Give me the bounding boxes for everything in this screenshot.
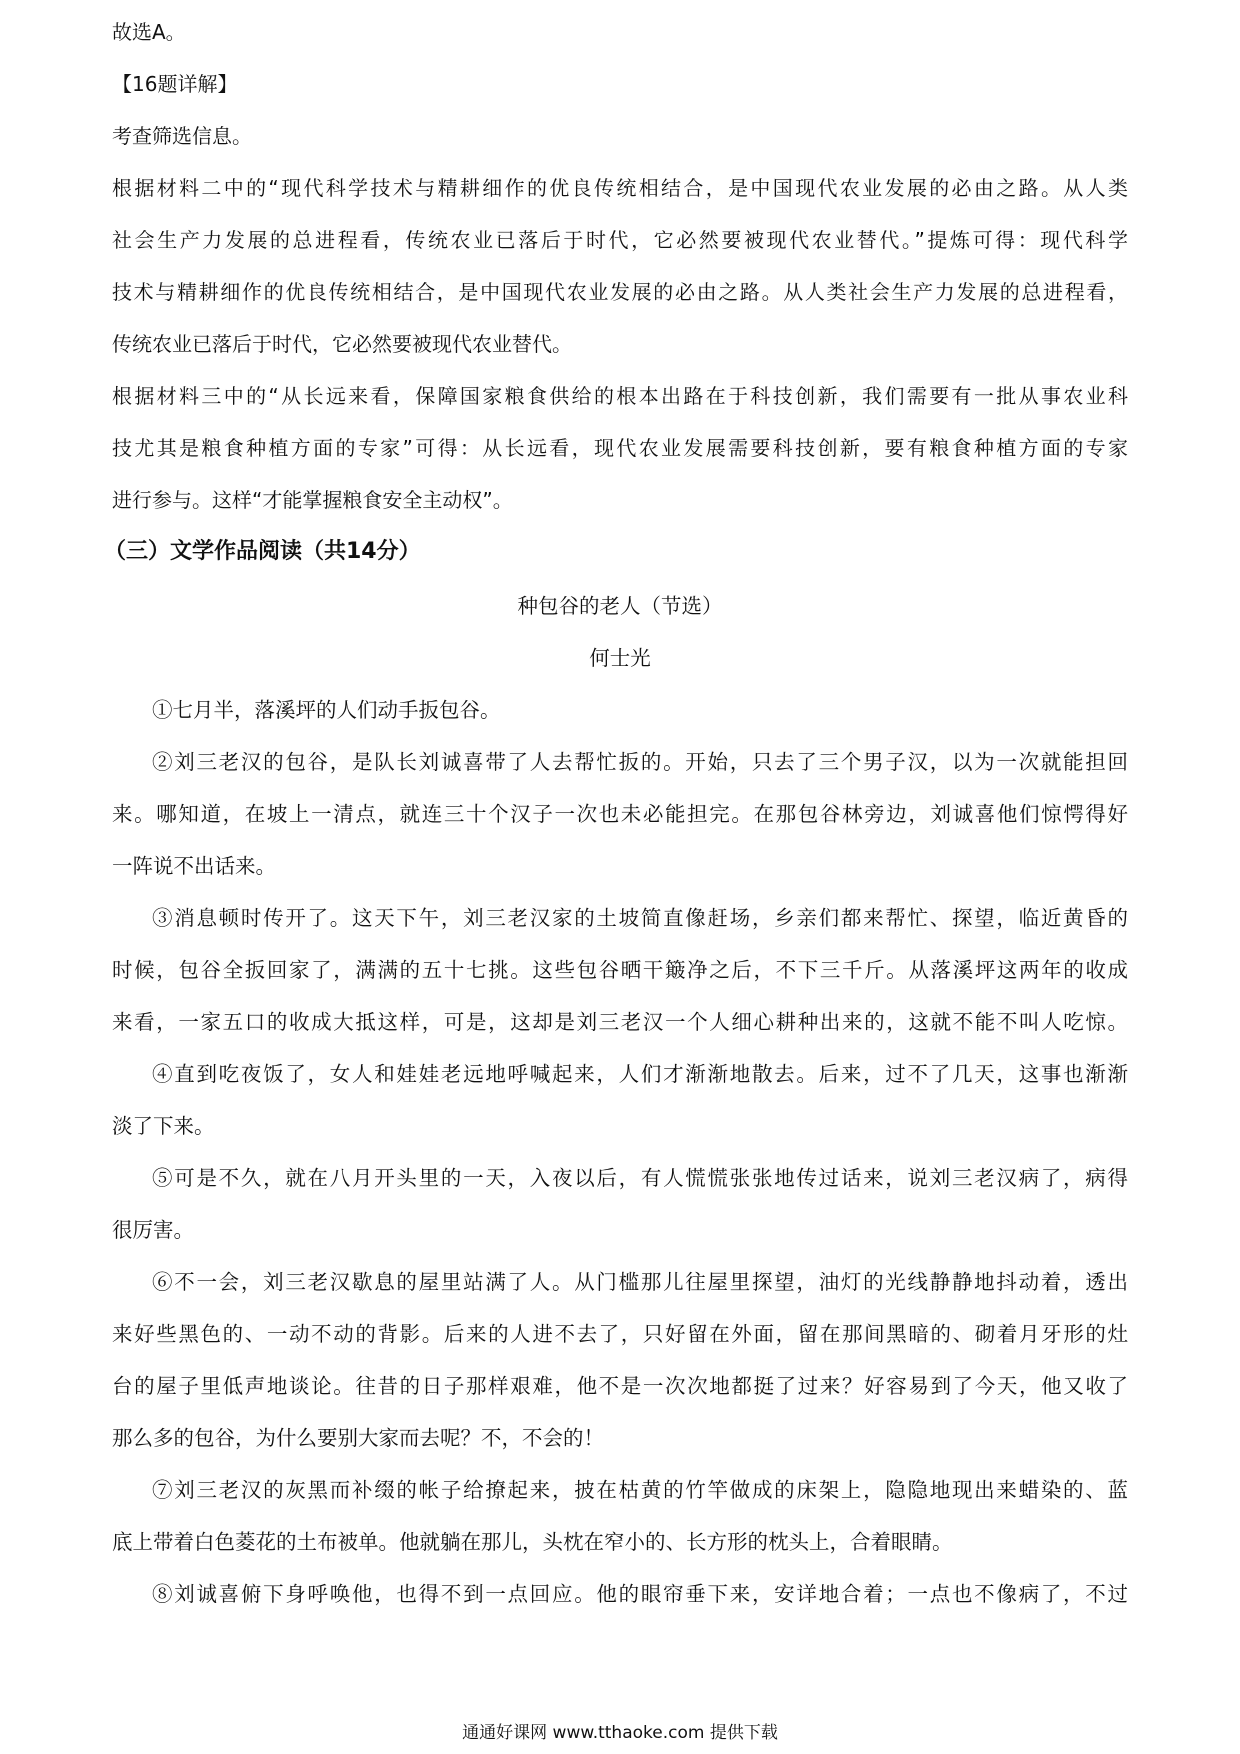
story-line: 台的屋子里低声地谈论。往昔的日子那样艰难，他不是一次次地都挺了过来？好容易到了今天，他又收了: [112, 1374, 1128, 1398]
story-line: 很厉害。: [112, 1218, 194, 1242]
explanation-line: 根据材料三中的“从长远来看，保障国家粮食供给的根本出路在于科技创新，我们需要有一批从事农业科: [112, 384, 1128, 408]
story-line: 来。哪知道，在坡上一清点，就连三十个汉子一次也未必能担完。在那包谷林旁边，刘诚喜他们惊愕得好: [112, 802, 1128, 826]
story-line: 来看，一家五口的收成大抵这样，可是，这却是刘三老汉一个人细心耕种出来的，这就不能不叫人吃惊。: [112, 1010, 1128, 1034]
story-line: ③消息顿时传开了。这天下午，刘三老汉家的土坡简直像赶场，乡亲们都来帮忙、探望，临近黄昏的: [152, 906, 1128, 930]
question-detail-heading: 【16题详解】: [112, 72, 238, 96]
explanation-line: 进行参与。这样“才能掌握粮食安全主动权”。: [112, 488, 513, 512]
story-line: ⑥不一会，刘三老汉歇息的屋里站满了人。从门槛那儿往屋里探望，油灯的光线静静地抖动着，透出: [152, 1270, 1128, 1294]
story-line: 那么多的包谷，为什么要别大家而去呢？不，不会的！: [112, 1426, 604, 1450]
answer-line: 故选A。: [112, 20, 186, 44]
story-line: ⑧刘诚喜俯下身呼唤他，也得不到一点回应。他的眼帘垂下来，安详地合着；一点也不像病了，不过: [152, 1582, 1128, 1606]
story-line: ⑦刘三老汉的灰黑而补缀的帐子给撩起来，披在枯黄的竹竿做成的床架上，隐隐地现出来蜡染的、蓝: [152, 1478, 1128, 1502]
explanation-line: 技尤其是粮食种植方面的专家”可得：从长远看，现代农业发展需要科技创新，要有粮食种植方面的专家: [112, 436, 1128, 460]
story-title: 种包谷的老人（节选）: [517, 594, 723, 618]
story-line: ①七月半，落溪坪的人们动手扳包谷。: [152, 698, 501, 722]
explanation-line: 考查筛选信息。: [112, 124, 252, 148]
section-heading: （三）文学作品阅读（共14分）: [104, 539, 421, 564]
story-line: 淡了下来。: [112, 1114, 215, 1138]
footer-text: 通通好课网 www.tthaoke.com 提供下载: [462, 1723, 778, 1743]
explanation-line: 社会生产力发展的总进程看，传统农业已落后于时代，它必然要被现代农业替代。”提炼可得：现代科学: [112, 228, 1128, 252]
story-author: 何士光: [589, 646, 651, 670]
story-line: 一阵说不出话来。: [112, 854, 276, 878]
story-line: 底上带着白色菱花的土布被单。他就躺在那儿，头枕在窄小的、长方形的枕头上，合着眼睛。: [112, 1530, 953, 1554]
story-line: ②刘三老汉的包谷，是队长刘诚喜带了人去帮忙扳的。开始，只去了三个男子汉，以为一次就能担回: [152, 750, 1128, 774]
explanation-line: 技术与精耕细作的优良传统相结合，是中国现代农业发展的必由之路。从人类社会生产力发展的总进程看，: [112, 280, 1128, 304]
explanation-line: 传统农业已落后于时代，它必然要被现代农业替代。: [112, 332, 572, 356]
story-line: ④直到吃夜饭了，女人和娃娃老远地呼喊起来，人们才渐渐地散去。后来，过不了几天，这事也渐渐: [152, 1062, 1128, 1086]
story-line: 时候，包谷全扳回家了，满满的五十七挑。这些包谷晒干簸净之后，不下三千斤。从落溪坪这两年的收成: [112, 958, 1128, 982]
story-line: ⑤可是不久，就在八月开头里的一天，入夜以后，有人慌慌张张地传过话来，说刘三老汉病了，病得: [152, 1166, 1128, 1190]
story-line: 来好些黑色的、一动不动的背影。后来的人进不去了，只好留在外面，留在那间黑暗的、砌着月牙形的灶: [112, 1322, 1128, 1346]
explanation-line: 根据材料二中的“现代科学技术与精耕细作的优良传统相结合，是中国现代农业发展的必由之路。从人类: [112, 176, 1128, 200]
